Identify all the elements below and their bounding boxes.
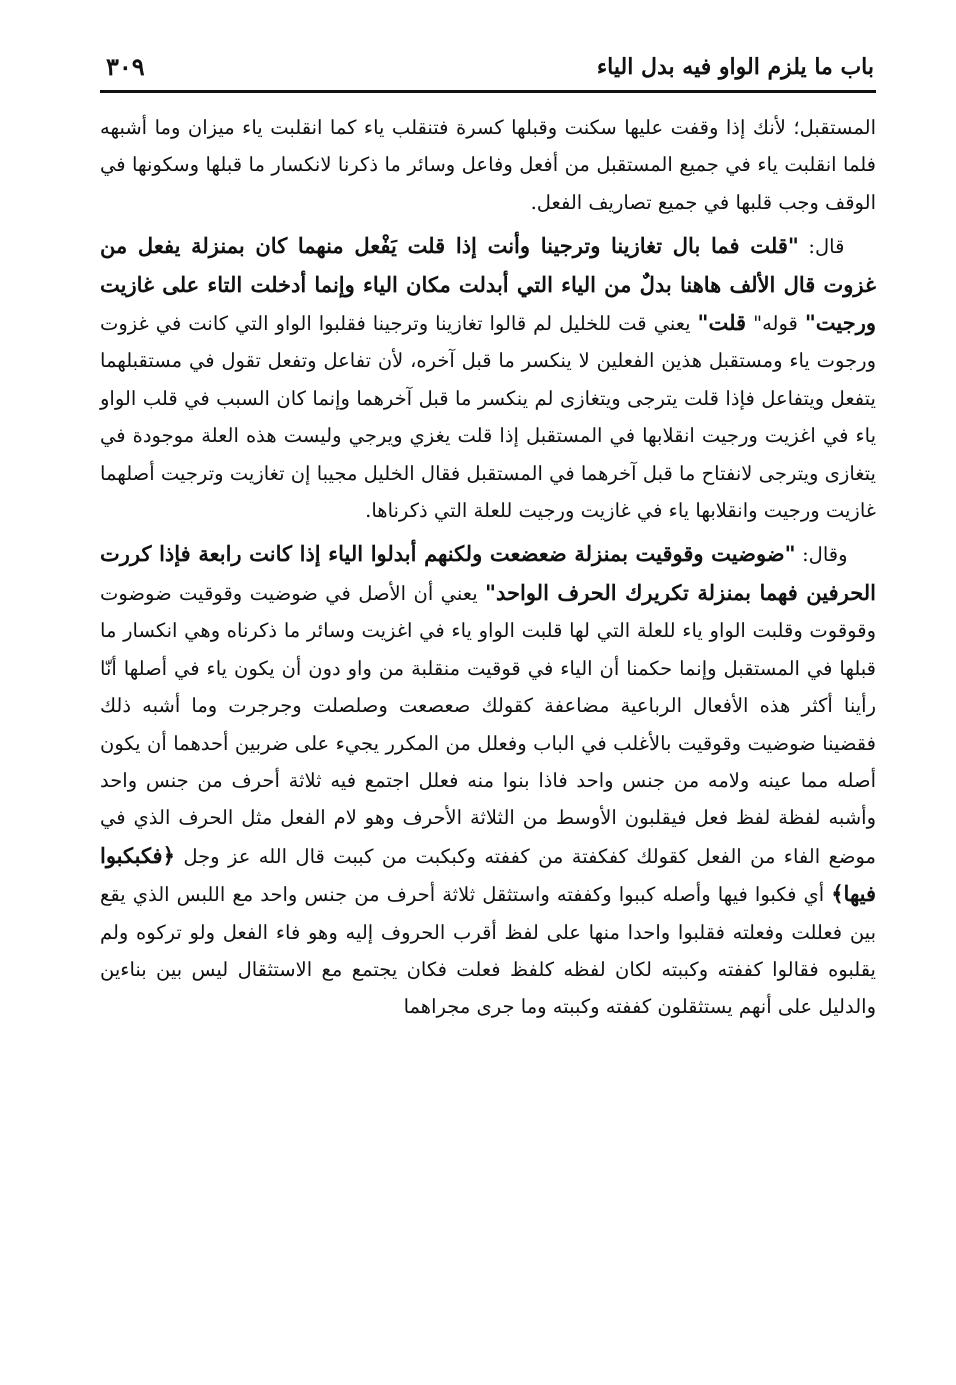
paragraph-2-lead: قال: (808, 235, 845, 259)
paragraph-3 (100, 535, 876, 1025)
paragraph-1-text: المستقبل؛ لأنك إذا وقفت عليها سكنت وقبلها كسرة فتنقلب ياء كما انقلبت ياء ميزان وما أشبهه فلما انقلبت ياء في جميع المستقبل من أفعل وفاعل وسائر ما ذكرنا لانكسار ما قبلها وسكونها في الوقف وجب قلبها في جميع تصاريف الفعل. (100, 116, 876, 214)
paragraph-2-commentary: يعني قت للخليل لم قالوا تغازينا وترجينا فقلبوا الواو التي كانت في غزوت ورجوت ياء ومستقبل هذين الفعلين لا ينكسر ما قبل آخره، لأن تفاعل وتفعل تقول في مستقبلهما يتفعل ويتفاعل فإذا قلت يترجى ويتغازى لم ينكسر ما قبل آخرهما وإنما كان السبب في قلب الواو ياء في اغزيت ورجيت انقلابها في المستقبل إذا قلت يغزي ويرجي وليست هذه العلة موجودة في يتغازى ويترجى لانفتاح ما قبل آخرهما في المستقبل فقال الخليل مجيبا إن تغازيت وترجيت أصلهما غازيت ورجيت وانقلابها ياء في غازيت ورجيت للعلة التي ذكرناها. (100, 312, 876, 523)
paragraph-3-quotation: "ضوضيت وقوقيت بمنزلة ضعضعت ولكنهم أبدلوا الياء إذا كانت رابعة فإذا كررت الحرفين فهما بمنزلة تكريرك الحرف الواحد" (100, 541, 876, 605)
quran-verse: ﴿فكبكبوا فيها﴾ (100, 842, 876, 907)
paragraph-3-lead: وقال: (802, 543, 848, 567)
running-header (100, 40, 876, 93)
paragraph-1 (100, 109, 876, 221)
book-page (100, 40, 876, 1360)
paragraph-2-quotation: "قلت فما بال تغازينا وترجينا وأنت إذا قلت يَفْعل منهما كان بمنزلة يفعل من غزوت قال الألف هاهنا بدلٌ من الياء التي أبدلت مكان الياء وإنما أدخلت التاء على غازيت ورجيت" (100, 233, 877, 336)
paragraph-2-mid: قوله" (753, 312, 798, 336)
paragraph-3-commentary-2: أي فكبوا فيها وأصله كببوا وكففته واستثقل ثلاثة أحرف من جنس واحد مع اللبس الذي يقع بين فعللت وفعلته فقلبوا واحدا منها على لفظ أقرب الحروف إليه وهو فاء الفعل ولو تركوه ولم يقلبوه فقالوا كففته وكببته لكان لفظه كلفظ فعلت فكان يجتمع مع الاستثقال ليس بين بناءين والدليل على أنهم يستثقلون كففته وكببته وما جرى مجراهما (100, 883, 876, 1019)
page-number: ٣٠٩ (106, 52, 145, 81)
chapter-title: باب ما يلزم الواو فيه بدل الياء (596, 54, 874, 80)
paragraph-2-quotation-2: قلت" (697, 310, 747, 336)
paragraph-2 (100, 227, 876, 529)
page-body (100, 93, 876, 1026)
paragraph-3-commentary: يعني أن الأصل في ضوضيت وقوقيت ضوضوت وقوقوت وقلبت الواو ياء للعلة التي لها قلبت الواو ياء في اغزيت وسائر ما ذكرناه وهي انكسار ما قبلها في المستقبل وإنما حكمنا أن الياء في قوقيت منقلبة من واو دون أن يكون ياء في أصلها أنّا رأينا أكثر هذه الأفعال الرباعية مضاعفة كقولك صعصعت وصلصلت وجرجرت وما أشبه ذلك فقضينا ضوضيت وقوقيت بالأغلب في الباب وفعلل من المكرر يجيء على ضربين أحدهما أن يكون أصله مما عينه ولامه من جنس واحد فاذا بنوا منه فعلل اجتمع فيه ثلاثة أحرف من جنس واحد وأشبه لفظة لفظ فعل فيقلبون الأوسط من الثلاثة الأحرف وهو لام الفعل مثل الحرف الذي في موضع الفاء من الفعل كقولك كفكفتة من كففته وكبكبت من كببت قال الله عز وجل (100, 581, 876, 868)
